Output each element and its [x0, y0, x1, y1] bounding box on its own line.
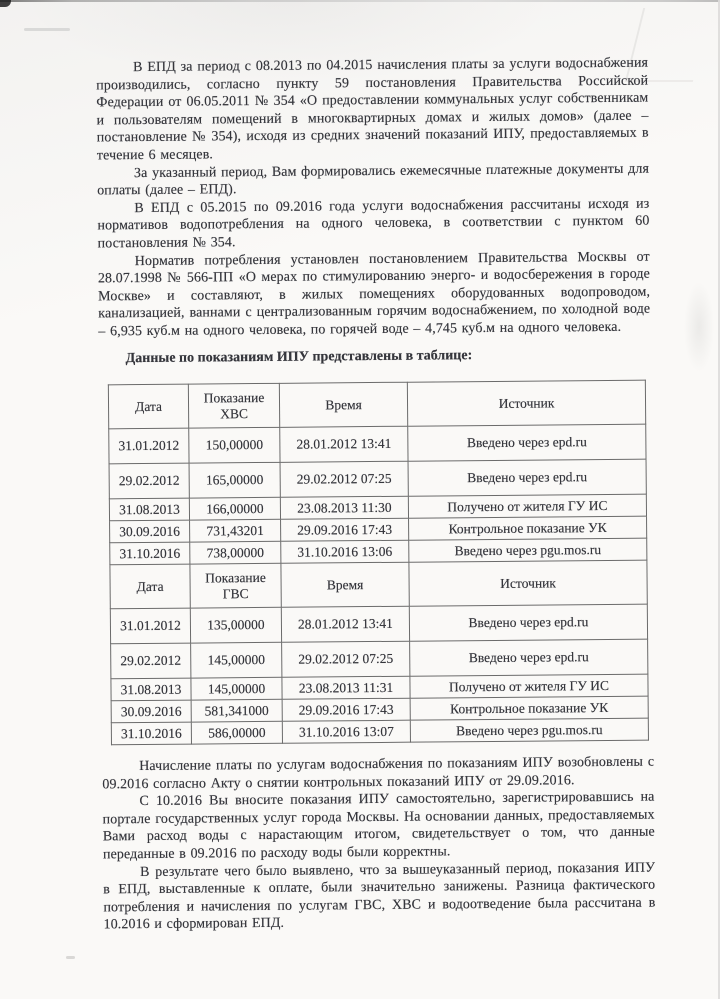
paragraph-monthly-payment-documents: За указанный период, Вам формировались ежемесячные платежные документы для оплаты (далее – ЕПД). [97, 161, 650, 199]
paragraph-normative-billing: В ЕПД с 05.2015 по 09.2016 года услуги водоснабжения рассчитаны исходя из нормативов водопотребления на одного человека, в соответствии с пунктом 60 постановления № 354. [97, 196, 650, 252]
scan-corner-mark [0, 0, 11, 7]
cell-source: Контрольное показание УК [410, 696, 648, 720]
paragraph-billing-resumed: Начисление платы по услугам водоснабжения по показаниям ИПУ возобновлены с 09.2016 согласно Акту о снятии контрольных показаний ИПУ от 29.09.2016. [102, 754, 655, 793]
cell-source: Контрольное показание УК [409, 516, 647, 540]
scan-top-edge-artifact [0, 0, 720, 2]
cell-date: 31.10.2016 [110, 542, 190, 565]
header-cell-date: Дата [110, 564, 190, 609]
cell-time: 28.01.2012 13:41 [281, 606, 409, 642]
cell-date: 30.09.2016 [111, 700, 191, 723]
cell-reading: 166,00000 [189, 497, 280, 520]
cell-date: 31.01.2012 [109, 428, 189, 464]
cell-time: 23.08.2013 11:31 [282, 676, 410, 699]
cell-source: Введено через pgu.mos.ru [409, 538, 647, 562]
table-header-row-gvs [110, 560, 647, 609]
header-cell-gvs-reading: Показание ГВС [190, 563, 281, 608]
cell-reading: 731,43201 [190, 519, 281, 542]
table-row [109, 459, 646, 499]
header-cell-source: Источник [407, 380, 645, 426]
cell-date: 31.08.2013 [111, 678, 191, 701]
header-cell-time: Время [279, 382, 407, 427]
cell-source: Введено через epd.ru [410, 639, 648, 676]
cell-time: 23.08.2013 11:30 [280, 496, 408, 519]
cell-date: 29.02.2012 [109, 463, 189, 499]
cell-time: 29.09.2016 17:43 [281, 518, 409, 541]
table-header-row-hvs [108, 380, 645, 429]
header-cell-time: Время [281, 562, 409, 607]
cell-reading: 145,00000 [191, 677, 282, 700]
cell-source: Введено через epd.ru [409, 604, 647, 641]
cell-reading: 738,00000 [190, 541, 281, 564]
cell-reading: 586,00000 [191, 721, 282, 744]
cell-source: Получено от жителя ГУ ИС [410, 674, 648, 698]
cell-reading: 150,00000 [189, 427, 280, 463]
table-heading: Данные по показаниям ИПУ представлены в таблице: [125, 347, 473, 366]
paragraph-recalculation-result: В результате чего было выявлено, что за вышеуказанный период, показания ИПУ в ЕПД, выставленные к оплате, были значительно занижены. Разница фактического потребления и начисления по услугам ГВС, ХВС и водоотведение была рассчитана в 10.2016 и сформирован ЕПД. [103, 860, 656, 933]
paragraph-epd-billing-period: В ЕПД за период с 08.2013 по 04.2015 начисления платы за услуги водоснабжения производились, согласно пункту 59 постановления Правительства Российской Федерации от 06.05.2011 № 354 «О предоставлении коммунальных услуг собственникам и пользователям помещений в многоквартирных домах и жилых домов» (далее – постановление № 354), исходя из средних значений показаний ИПУ, предоставляемых в течение 6 месяцев. [96, 55, 649, 164]
scan-bottom-mark [66, 956, 75, 959]
letter-body [96, 55, 656, 935]
scan-streak-artifact [24, 28, 70, 31]
cell-source: Получено от жителя ГУ ИС [408, 494, 646, 518]
cell-time: 29.09.2016 17:43 [282, 698, 410, 721]
cell-source: Введено через pgu.mos.ru [410, 718, 648, 742]
table-row [111, 718, 648, 745]
paragraph-normative-values: Норматив потребления установлен постановлением Правительства Москвы от 28.07.1998 № 566-ПП «О мерах по стимулированию энерго- и водосбережения в городе Москве» и составляют, в жилых помещениях оборудованных водопроводом, канализацией, ваннами с централизованным горячим водоснабжением, по холодной воде – 6,935 куб.м на одного человека, по горячей воде – 4,745 куб.м на одного человека. [97, 249, 651, 340]
ipu-readings-table [108, 380, 649, 746]
scan-smudge-artifact [684, 282, 714, 372]
cell-time: 31.10.2016 13:06 [281, 540, 409, 563]
cell-time: 31.10.2016 13:07 [282, 720, 410, 743]
header-cell-hvs-reading: Показание ХВС [188, 383, 279, 428]
cell-reading: 581,341000 [191, 699, 282, 722]
cell-source: Введено через epd.ru [408, 459, 646, 496]
cell-reading: 145,00000 [191, 642, 282, 678]
table-row [110, 604, 647, 644]
cell-date: 31.01.2012 [110, 608, 190, 644]
cell-date: 29.02.2012 [111, 643, 191, 679]
cell-reading: 165,00000 [189, 462, 280, 498]
cell-date: 31.10.2016 [111, 722, 191, 745]
cell-reading: 135,00000 [190, 607, 281, 643]
header-cell-date: Дата [108, 384, 188, 429]
cell-time: 29.02.2012 07:25 [282, 641, 410, 677]
cell-source: Введено через epd.ru [408, 424, 646, 461]
cell-date: 30.09.2016 [110, 520, 190, 543]
cell-time: 28.01.2012 13:41 [280, 426, 408, 462]
cell-date: 31.08.2013 [109, 498, 189, 521]
table-row [109, 424, 646, 464]
table-row [111, 639, 648, 679]
header-cell-source: Источник [409, 560, 647, 606]
cell-time: 29.02.2012 07:25 [280, 461, 408, 497]
paragraph-self-submission: С 10.2016 Вы вносите показания ИПУ самостоятельно, зарегистрировавшись на портале государственных услуг города Москвы. На основании данных, предоставляемых Вами расход воды с нарастающим итогом, свидетельствует о том, что данные переданные в 09.2016 по расходу воды были корректны. [102, 789, 655, 863]
